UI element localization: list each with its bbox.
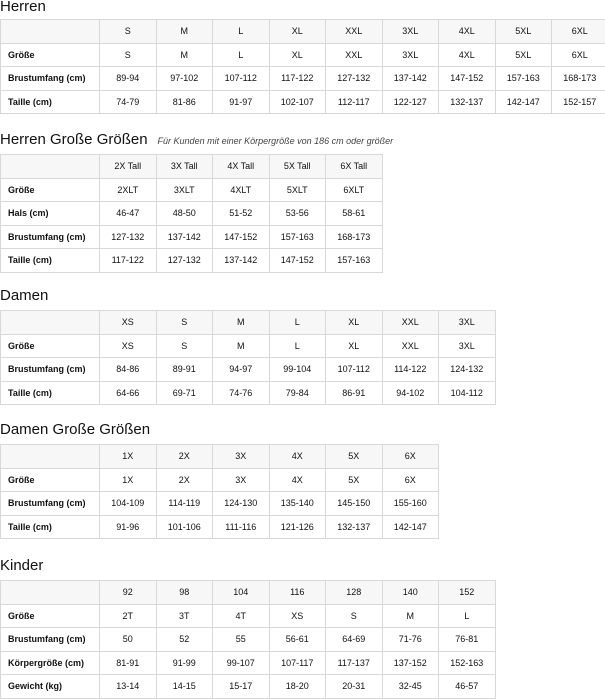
column-header: 3X bbox=[213, 445, 270, 469]
table-cell: 135-140 bbox=[269, 492, 326, 516]
table-cell: 14-15 bbox=[156, 675, 213, 699]
section-heading bbox=[0, 131, 393, 151]
table-cell: 6XLT bbox=[326, 178, 383, 202]
table-cell: 58-61 bbox=[326, 202, 383, 226]
table-cell: 1X bbox=[100, 468, 157, 492]
table-cell: 50 bbox=[100, 628, 157, 652]
table-cell: 5XLT bbox=[269, 178, 326, 202]
row-label: Brustumfang (cm) bbox=[1, 492, 100, 516]
section-damen bbox=[0, 287, 496, 405]
size-table bbox=[0, 580, 496, 699]
table-cell: 155-160 bbox=[382, 492, 439, 516]
table-cell: 99-104 bbox=[269, 358, 326, 382]
size-table bbox=[0, 444, 439, 539]
table-cell: 48-50 bbox=[156, 202, 213, 226]
column-header: 6XL bbox=[552, 20, 605, 44]
table-cell: 89-94 bbox=[100, 67, 157, 91]
column-header: 5X bbox=[326, 445, 383, 469]
table-cell: 102-107 bbox=[269, 90, 326, 114]
table-row bbox=[1, 178, 383, 202]
table-cell: 79-84 bbox=[269, 381, 326, 405]
table-row bbox=[1, 334, 496, 358]
column-header: 140 bbox=[382, 581, 439, 605]
section-kinder bbox=[0, 557, 496, 699]
table-cell: 168-173 bbox=[326, 225, 383, 249]
table-cell: 74-79 bbox=[100, 90, 157, 114]
table-cell: 51-52 bbox=[213, 202, 270, 226]
table-cell: 142-147 bbox=[382, 515, 439, 539]
row-label: Größe bbox=[1, 43, 100, 67]
table-cell: 104-112 bbox=[439, 381, 496, 405]
table-cell: XL bbox=[269, 43, 326, 67]
table-cell: 18-20 bbox=[269, 675, 326, 699]
table-cell: 64-66 bbox=[100, 381, 157, 405]
table-cell: 157-163 bbox=[269, 225, 326, 249]
table-cell: M bbox=[213, 334, 270, 358]
table-cell: 137-142 bbox=[382, 67, 439, 91]
table-cell: 4XL bbox=[439, 43, 496, 67]
row-label: Größe bbox=[1, 334, 100, 358]
column-header: M bbox=[156, 20, 213, 44]
column-header: 104 bbox=[213, 581, 270, 605]
table-cell: 117-122 bbox=[100, 249, 157, 273]
table-cell: L bbox=[439, 604, 496, 628]
table-cell: 145-150 bbox=[326, 492, 383, 516]
table-cell: L bbox=[213, 43, 270, 67]
table-cell: 107-112 bbox=[213, 67, 270, 91]
table-row bbox=[1, 43, 605, 67]
table-corner-cell bbox=[1, 581, 100, 605]
column-header: 4X Tall bbox=[213, 155, 270, 179]
table-cell: 111-116 bbox=[213, 515, 270, 539]
table-cell: 124-130 bbox=[213, 492, 270, 516]
table-cell: 64-69 bbox=[326, 628, 383, 652]
column-header: 128 bbox=[326, 581, 383, 605]
size-table bbox=[0, 310, 496, 405]
column-header: XXL bbox=[382, 311, 439, 335]
row-label: Körpergröße (cm) bbox=[1, 651, 100, 675]
table-row bbox=[1, 604, 496, 628]
table-cell: 91-97 bbox=[213, 90, 270, 114]
column-header: 3XL bbox=[382, 20, 439, 44]
row-label: Taille (cm) bbox=[1, 90, 100, 114]
table-cell: 6XL bbox=[552, 43, 605, 67]
table-cell: S bbox=[156, 334, 213, 358]
table-cell: 2T bbox=[100, 604, 157, 628]
table-cell: 52 bbox=[156, 628, 213, 652]
table-cell: XXL bbox=[382, 334, 439, 358]
table-cell: 69-71 bbox=[156, 381, 213, 405]
row-label: Brustumfang (cm) bbox=[1, 358, 100, 382]
table-row bbox=[1, 515, 439, 539]
column-header: 98 bbox=[156, 581, 213, 605]
table-cell: M bbox=[382, 604, 439, 628]
table-cell: 84-86 bbox=[100, 358, 157, 382]
row-label: Brustumfang (cm) bbox=[1, 67, 100, 91]
table-cell: 3XL bbox=[439, 334, 496, 358]
table-cell: 56-61 bbox=[269, 628, 326, 652]
column-header: 92 bbox=[100, 581, 157, 605]
table-cell: 142-147 bbox=[495, 90, 552, 114]
table-cell: 91-96 bbox=[100, 515, 157, 539]
column-header: 2X Tall bbox=[100, 155, 157, 179]
size-table bbox=[0, 19, 605, 114]
table-cell: 55 bbox=[213, 628, 270, 652]
column-header: XL bbox=[326, 311, 383, 335]
section-note: Für Kunden mit einer Körpergröße von 186 cm oder größer bbox=[158, 136, 394, 146]
table-row bbox=[1, 651, 496, 675]
section-title: Herren bbox=[0, 0, 46, 15]
table-row bbox=[1, 202, 383, 226]
column-header: L bbox=[213, 20, 270, 44]
column-header: S bbox=[156, 311, 213, 335]
table-cell: 6X bbox=[382, 468, 439, 492]
table-row bbox=[1, 468, 439, 492]
table-cell: 4T bbox=[213, 604, 270, 628]
table-cell: 5X bbox=[326, 468, 383, 492]
column-header: 2X bbox=[156, 445, 213, 469]
table-cell: 3XL bbox=[382, 43, 439, 67]
table-cell: 114-119 bbox=[156, 492, 213, 516]
table-cell: 122-127 bbox=[382, 90, 439, 114]
table-cell: 157-163 bbox=[326, 249, 383, 273]
table-row bbox=[1, 249, 383, 273]
row-label: Brustumfang (cm) bbox=[1, 628, 100, 652]
table-corner-cell bbox=[1, 311, 100, 335]
row-label: Größe bbox=[1, 468, 100, 492]
table-row bbox=[1, 675, 496, 699]
column-header: 4XL bbox=[439, 20, 496, 44]
section-heading bbox=[0, 557, 496, 577]
table-cell: 81-91 bbox=[100, 651, 157, 675]
table-header-row bbox=[1, 445, 439, 469]
size-table bbox=[0, 154, 383, 273]
row-label: Gewicht (kg) bbox=[1, 675, 100, 699]
table-cell: XS bbox=[269, 604, 326, 628]
table-cell: 46-47 bbox=[100, 202, 157, 226]
table-cell: 152-157 bbox=[552, 90, 605, 114]
table-cell: 3T bbox=[156, 604, 213, 628]
table-cell: 5XL bbox=[495, 43, 552, 67]
table-cell: 121-126 bbox=[269, 515, 326, 539]
table-cell: 3X bbox=[213, 468, 270, 492]
table-cell: 107-117 bbox=[269, 651, 326, 675]
table-cell: XXL bbox=[326, 43, 383, 67]
table-cell: 152-163 bbox=[439, 651, 496, 675]
table-cell: 137-142 bbox=[213, 249, 270, 273]
section-title: Herren Große Größen bbox=[0, 131, 148, 148]
table-cell: 99-107 bbox=[213, 651, 270, 675]
table-row bbox=[1, 67, 605, 91]
column-header: XS bbox=[100, 311, 157, 335]
column-header: 6X Tall bbox=[326, 155, 383, 179]
column-header: 152 bbox=[439, 581, 496, 605]
table-cell: 147-152 bbox=[269, 249, 326, 273]
row-label: Taille (cm) bbox=[1, 515, 100, 539]
table-cell: 124-132 bbox=[439, 358, 496, 382]
column-header: 116 bbox=[269, 581, 326, 605]
column-header: 6X bbox=[382, 445, 439, 469]
table-cell: 132-137 bbox=[326, 515, 383, 539]
column-header: S bbox=[100, 20, 157, 44]
table-cell: 13-14 bbox=[100, 675, 157, 699]
section-heading bbox=[0, 421, 439, 441]
table-cell: 117-137 bbox=[326, 651, 383, 675]
column-header: 3XL bbox=[439, 311, 496, 335]
table-cell: 94-102 bbox=[382, 381, 439, 405]
table-cell: 91-99 bbox=[156, 651, 213, 675]
table-cell: 127-132 bbox=[326, 67, 383, 91]
table-cell: 32-45 bbox=[382, 675, 439, 699]
table-row bbox=[1, 381, 496, 405]
table-row bbox=[1, 492, 439, 516]
table-cell: 114-122 bbox=[382, 358, 439, 382]
table-cell: 81-86 bbox=[156, 90, 213, 114]
section-herren-grosse-grossen bbox=[0, 131, 393, 273]
table-cell: 147-152 bbox=[213, 225, 270, 249]
table-cell: 157-163 bbox=[495, 67, 552, 91]
row-label: Taille (cm) bbox=[1, 381, 100, 405]
table-cell: 4X bbox=[269, 468, 326, 492]
table-cell: 74-76 bbox=[213, 381, 270, 405]
table-cell: 20-31 bbox=[326, 675, 383, 699]
table-cell: 127-132 bbox=[100, 225, 157, 249]
section-herren bbox=[0, 0, 605, 114]
table-row bbox=[1, 90, 605, 114]
column-header: 1X bbox=[100, 445, 157, 469]
table-cell: 2X bbox=[156, 468, 213, 492]
column-header: 3X Tall bbox=[156, 155, 213, 179]
table-header-row bbox=[1, 311, 496, 335]
table-cell: 46-57 bbox=[439, 675, 496, 699]
section-title: Damen bbox=[0, 287, 48, 304]
table-cell: 94-97 bbox=[213, 358, 270, 382]
table-cell: 2XLT bbox=[100, 178, 157, 202]
column-header: XL bbox=[269, 20, 326, 44]
table-row bbox=[1, 225, 383, 249]
section-heading bbox=[0, 287, 496, 307]
table-cell: M bbox=[156, 43, 213, 67]
table-header-row bbox=[1, 581, 496, 605]
table-corner-cell bbox=[1, 155, 100, 179]
table-cell: 15-17 bbox=[213, 675, 270, 699]
table-header-row bbox=[1, 20, 605, 44]
row-label: Brustumfang (cm) bbox=[1, 225, 100, 249]
column-header: 4X bbox=[269, 445, 326, 469]
table-row bbox=[1, 358, 496, 382]
table-cell: 168-173 bbox=[552, 67, 605, 91]
table-cell: 101-106 bbox=[156, 515, 213, 539]
table-cell: 127-132 bbox=[156, 249, 213, 273]
row-label: Größe bbox=[1, 178, 100, 202]
table-cell: 76-81 bbox=[439, 628, 496, 652]
column-header: 5XL bbox=[495, 20, 552, 44]
section-title: Kinder bbox=[0, 557, 43, 574]
section-heading bbox=[0, 0, 605, 18]
table-cell: XS bbox=[100, 334, 157, 358]
table-corner-cell bbox=[1, 20, 100, 44]
table-cell: 137-142 bbox=[156, 225, 213, 249]
column-header: M bbox=[213, 311, 270, 335]
table-cell: 112-117 bbox=[326, 90, 383, 114]
table-header-row bbox=[1, 155, 383, 179]
table-cell: S bbox=[100, 43, 157, 67]
table-cell: 132-137 bbox=[439, 90, 496, 114]
table-cell: 117-122 bbox=[269, 67, 326, 91]
table-cell: 86-91 bbox=[326, 381, 383, 405]
row-label: Taille (cm) bbox=[1, 249, 100, 273]
table-cell: L bbox=[269, 334, 326, 358]
table-cell: 53-56 bbox=[269, 202, 326, 226]
table-cell: S bbox=[326, 604, 383, 628]
table-cell: 4XLT bbox=[213, 178, 270, 202]
column-header: 5X Tall bbox=[269, 155, 326, 179]
column-header: XXL bbox=[326, 20, 383, 44]
section-damen-grosse-grossen bbox=[0, 421, 439, 539]
table-cell: XL bbox=[326, 334, 383, 358]
column-header: L bbox=[269, 311, 326, 335]
section-title: Damen Große Größen bbox=[0, 421, 150, 438]
table-cell: 104-109 bbox=[100, 492, 157, 516]
table-corner-cell bbox=[1, 445, 100, 469]
table-cell: 89-91 bbox=[156, 358, 213, 382]
table-cell: 107-112 bbox=[326, 358, 383, 382]
table-cell: 97-102 bbox=[156, 67, 213, 91]
table-row bbox=[1, 628, 496, 652]
table-cell: 147-152 bbox=[439, 67, 496, 91]
table-cell: 137-152 bbox=[382, 651, 439, 675]
table-cell: 71-76 bbox=[382, 628, 439, 652]
row-label: Größe bbox=[1, 604, 100, 628]
table-cell: 3XLT bbox=[156, 178, 213, 202]
row-label: Hals (cm) bbox=[1, 202, 100, 226]
